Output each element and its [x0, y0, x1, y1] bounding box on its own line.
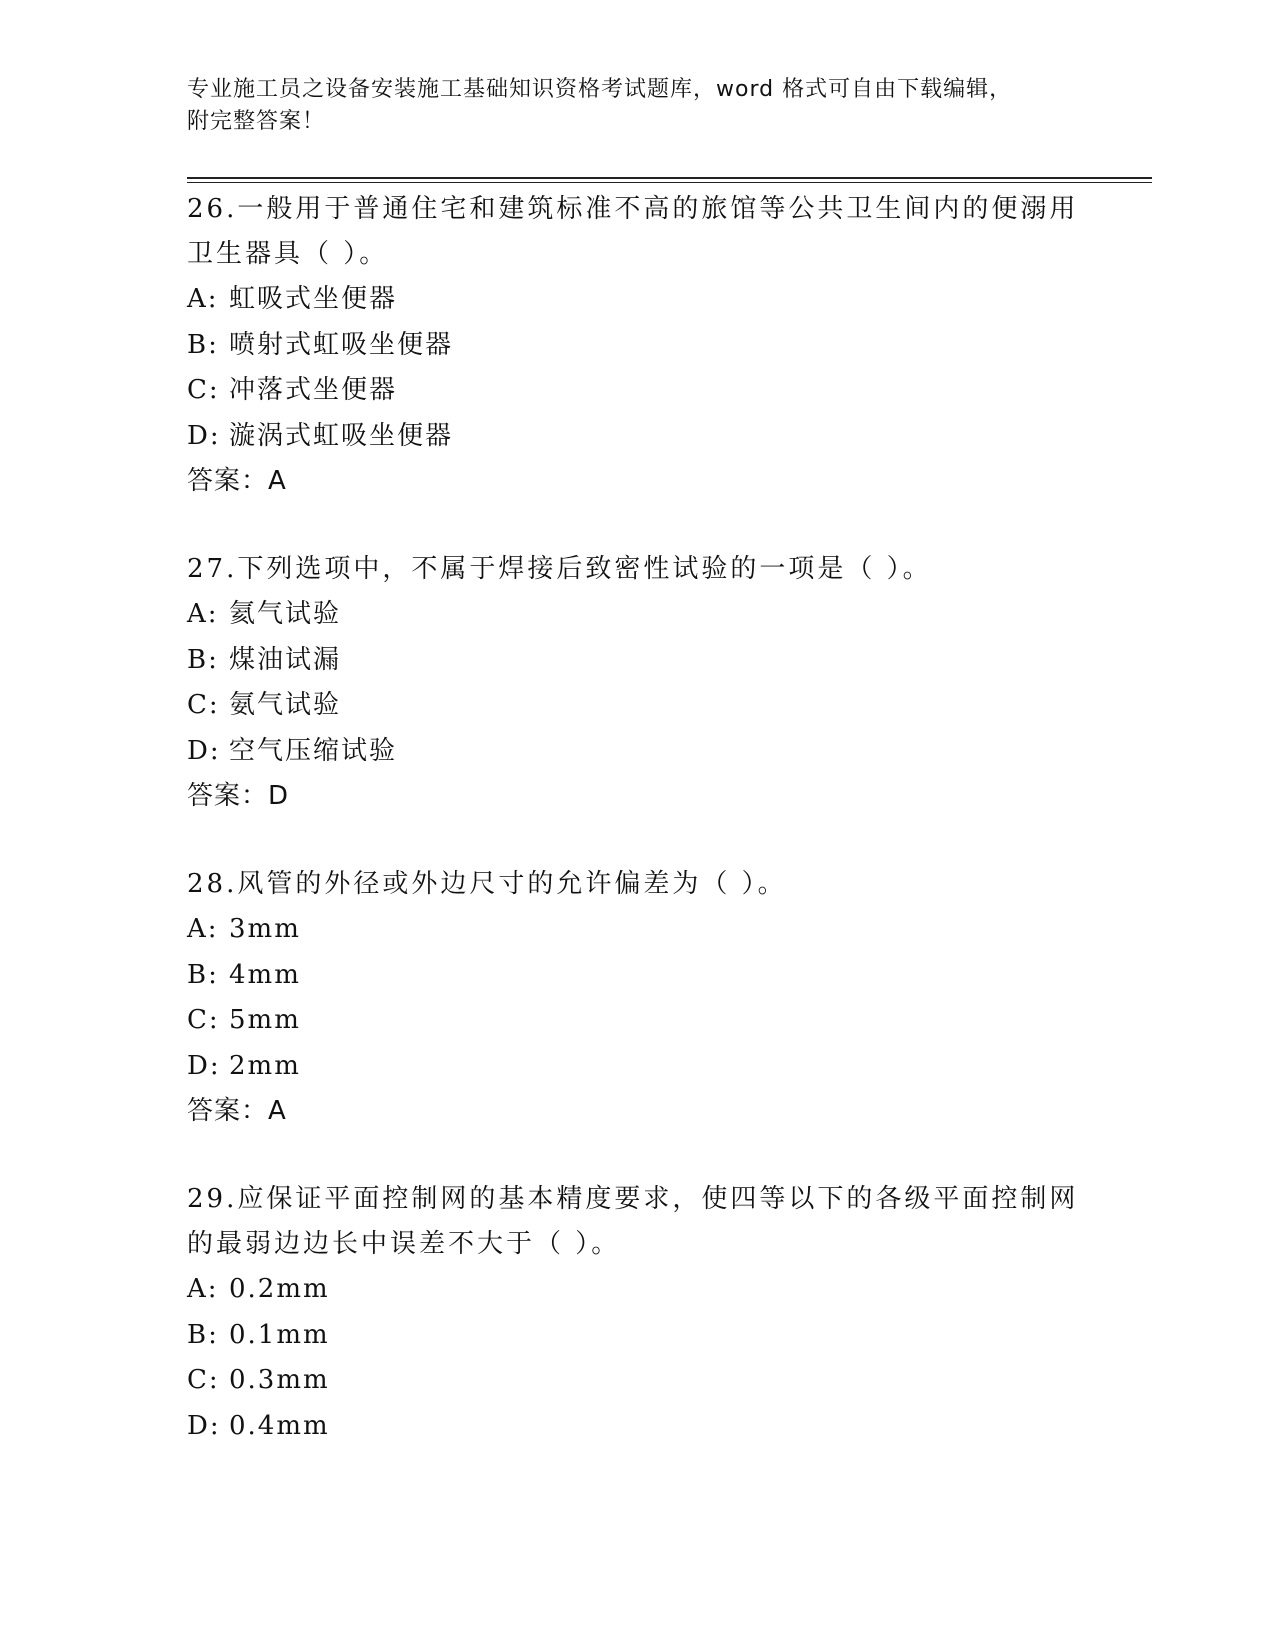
- option-text: 冲落式坐便器: [229, 375, 398, 405]
- option-text: 0.3mm: [229, 1365, 330, 1395]
- question-28: [187, 862, 1087, 1135]
- option-text: 虹吸式坐便器: [229, 284, 398, 314]
- question-26: [187, 187, 1087, 505]
- answer-line: 答案：A: [187, 466, 287, 496]
- option-letter: A:: [187, 599, 219, 629]
- question-27: [187, 547, 1087, 820]
- option-b: [187, 638, 1087, 684]
- question-29: [187, 1177, 1087, 1449]
- option-text: 0.1mm: [229, 1319, 330, 1350]
- option-text: 0.2mm: [229, 1274, 330, 1304]
- header-line-2: 附完整答案！: [187, 109, 326, 134]
- header-divider-thick: [187, 177, 1152, 179]
- option-text: 2mm: [229, 1050, 301, 1081]
- option-d: [187, 1404, 1087, 1450]
- option-letter: D:: [187, 1410, 221, 1441]
- option-letter: B:: [187, 1319, 219, 1350]
- option-letter: B:: [187, 329, 219, 360]
- option-b: [187, 953, 1087, 999]
- option-c: [187, 998, 1087, 1044]
- question-stem-line: 的最弱边边长中误差不大于（ ）。: [187, 1229, 621, 1259]
- option-letter: B:: [187, 959, 219, 990]
- option-d: [187, 414, 1087, 460]
- option-text: 5mm: [229, 1005, 301, 1035]
- option-text: 氨气试验: [229, 690, 342, 720]
- answer-line: 答案：A: [187, 1096, 287, 1126]
- option-text: 4mm: [229, 959, 301, 990]
- option-letter: C:: [187, 1365, 220, 1395]
- option-letter: C:: [187, 1005, 220, 1035]
- option-letter: D:: [187, 1050, 221, 1081]
- question-stem-line: 卫生器具（ ）。: [187, 239, 389, 269]
- option-letter: C:: [187, 690, 220, 720]
- option-letter: A:: [187, 914, 219, 944]
- option-text: 空气压缩试验: [229, 735, 398, 766]
- option-letter: D:: [187, 735, 221, 766]
- header-divider-thin: [187, 182, 1152, 183]
- option-text: 氦气试验: [229, 599, 342, 629]
- option-letter: A:: [187, 1274, 219, 1304]
- option-a: [187, 907, 1087, 953]
- option-text: 漩涡式虹吸坐便器: [229, 420, 454, 451]
- option-text: 3mm: [229, 914, 301, 944]
- option-c: [187, 683, 1087, 729]
- option-b: [187, 323, 1087, 369]
- option-letter: C:: [187, 375, 220, 405]
- option-text: 煤油试漏: [229, 644, 342, 675]
- option-text: 0.4mm: [229, 1410, 330, 1441]
- question-stem-line: 26.一般用于普通住宅和建筑标准不高的旅馆等公共卫生间内的便溺用: [187, 194, 1079, 224]
- answer-line: 答案：D: [187, 781, 290, 811]
- document-header: [187, 74, 1077, 138]
- option-a: [187, 277, 1087, 323]
- option-d: [187, 1044, 1087, 1090]
- option-text: 喷射式虹吸坐便器: [229, 329, 454, 360]
- option-letter: B:: [187, 644, 219, 675]
- option-letter: D:: [187, 420, 221, 451]
- option-c: [187, 1358, 1087, 1404]
- option-d: [187, 729, 1087, 775]
- option-c: [187, 368, 1087, 414]
- option-a: [187, 1267, 1087, 1313]
- option-a: [187, 592, 1087, 638]
- question-stem-line: 27.下列选项中，不属于焊接后致密性试验的一项是（ ）。: [187, 554, 932, 584]
- header-line-1: 专业施工员之设备安装施工基础知识资格考试题库，word 格式可自由下载编辑，: [187, 77, 1013, 102]
- option-letter: A:: [187, 284, 219, 314]
- option-b: [187, 1313, 1087, 1359]
- question-stem-line: 28.风管的外径或外边尺寸的允许偏差为（ ）。: [187, 869, 787, 899]
- question-stem-line: 29.应保证平面控制网的基本精度要求，使四等以下的各级平面控制网: [187, 1184, 1079, 1214]
